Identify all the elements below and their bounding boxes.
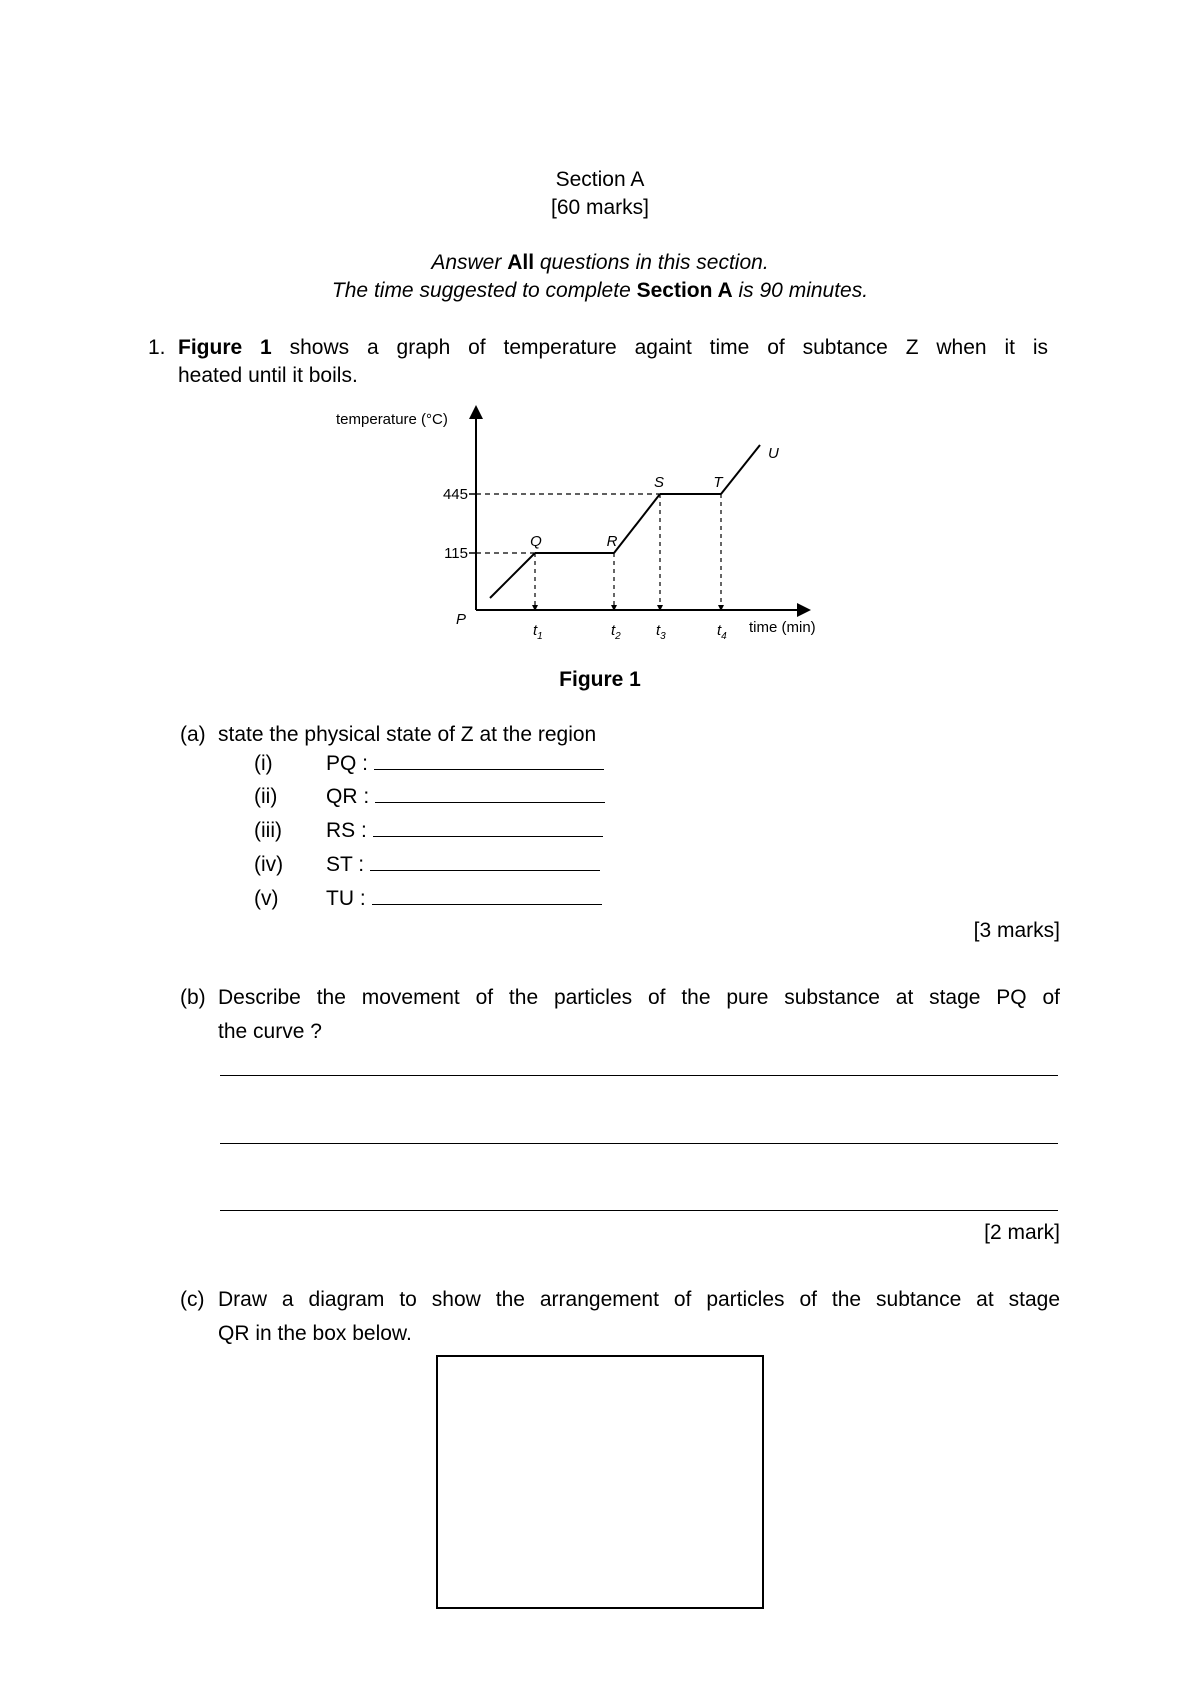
answer-blank[interactable] — [375, 784, 605, 803]
instr2-b: Section A — [636, 279, 733, 302]
part-a-item-num: (iii) — [254, 819, 282, 842]
instr2-a: The time suggested to complete — [331, 279, 637, 302]
region-label: ST : — [326, 853, 365, 876]
instruction-time — [0, 278, 1200, 304]
part-a-item — [326, 886, 602, 912]
part-c-line-2: QR in the box below. — [218, 1322, 412, 1345]
region-label: QR : — [326, 785, 370, 808]
question-number: 1. — [148, 336, 166, 359]
x-tick-label-t4: $t_4$ — [717, 622, 727, 642]
drawing-box[interactable] — [436, 1355, 764, 1609]
region-label: TU : — [326, 887, 366, 910]
answer-blank[interactable] — [374, 751, 604, 770]
answer-line[interactable] — [220, 1075, 1058, 1076]
part-a-item-num: (v) — [254, 887, 279, 910]
part-a-item — [326, 751, 604, 777]
part-a-text: state the physical state of Z at the region — [218, 723, 597, 746]
instr2-c: is 90 minutes. — [732, 279, 869, 302]
point-label-S: S — [653, 474, 665, 491]
x-tick-label-t3: $t_3$ — [656, 622, 666, 642]
figure-caption: Figure 1 — [559, 668, 641, 691]
part-a-item — [326, 818, 603, 844]
point-label-U: U — [768, 445, 779, 462]
segment-TU — [721, 445, 760, 494]
part-b-line-2: the curve ? — [218, 1020, 322, 1043]
point-label-R: R — [606, 533, 618, 550]
part-b-label: (b) — [180, 986, 206, 1009]
question-line-2: heated until it boils. — [178, 364, 358, 387]
answer-line[interactable] — [220, 1143, 1058, 1144]
x-axis-label: time (min) — [749, 619, 816, 636]
answer-blank[interactable] — [372, 886, 602, 905]
question-line-1 — [178, 335, 1048, 361]
instruction-answer-all — [0, 250, 1200, 276]
instr1-b: All — [507, 251, 535, 274]
question-figure-ref: Figure 1 — [178, 336, 272, 359]
y-tick-label-445: 445 — [442, 486, 468, 503]
answer-blank[interactable] — [370, 852, 600, 871]
section-marks: [60 marks] — [550, 196, 650, 219]
section-title: Section A — [555, 168, 645, 191]
y-axis-label: temperature (°C) — [336, 411, 448, 428]
part-b-marks: [2 mark] — [984, 1221, 1060, 1244]
part-a-marks: [3 marks] — [973, 919, 1060, 942]
temperature-time-graph — [330, 400, 840, 650]
part-a-item — [326, 784, 605, 810]
point-label-P: P — [455, 611, 466, 628]
part-c-label: (c) — [180, 1288, 205, 1311]
part-a-item — [326, 852, 600, 878]
point-label-T: T — [713, 474, 723, 491]
part-a-label: (a) — [180, 723, 206, 746]
segment-PQ — [490, 553, 535, 598]
segment-RS — [614, 494, 660, 553]
answer-blank[interactable] — [373, 818, 603, 837]
part-a-item-num: (ii) — [254, 785, 278, 808]
x-tick-label-t2: $t_2$ — [611, 622, 621, 642]
region-label: PQ : — [326, 752, 369, 775]
answer-line[interactable] — [220, 1210, 1058, 1211]
part-a-item-num: (iv) — [254, 853, 284, 876]
y-tick-label-115: 115 — [444, 545, 468, 562]
part-c-line-1: Draw a diagram to show the arrangement of particles of the subtance at stage — [218, 1288, 1060, 1311]
part-b-line-1: Describe the movement of the particles of the pure substance at stage PQ of — [218, 986, 1060, 1009]
region-label: RS : — [326, 819, 367, 842]
instr1-a: Answer — [431, 251, 508, 274]
part-a-item-num: (i) — [254, 752, 273, 775]
question-text-1: shows a graph of temperature againt time of subtance Z when it is — [289, 336, 1048, 359]
point-label-Q: Q — [530, 533, 542, 550]
instr1-c: questions in this section. — [534, 251, 769, 274]
x-tick-label-t1: $t_1$ — [533, 622, 543, 642]
